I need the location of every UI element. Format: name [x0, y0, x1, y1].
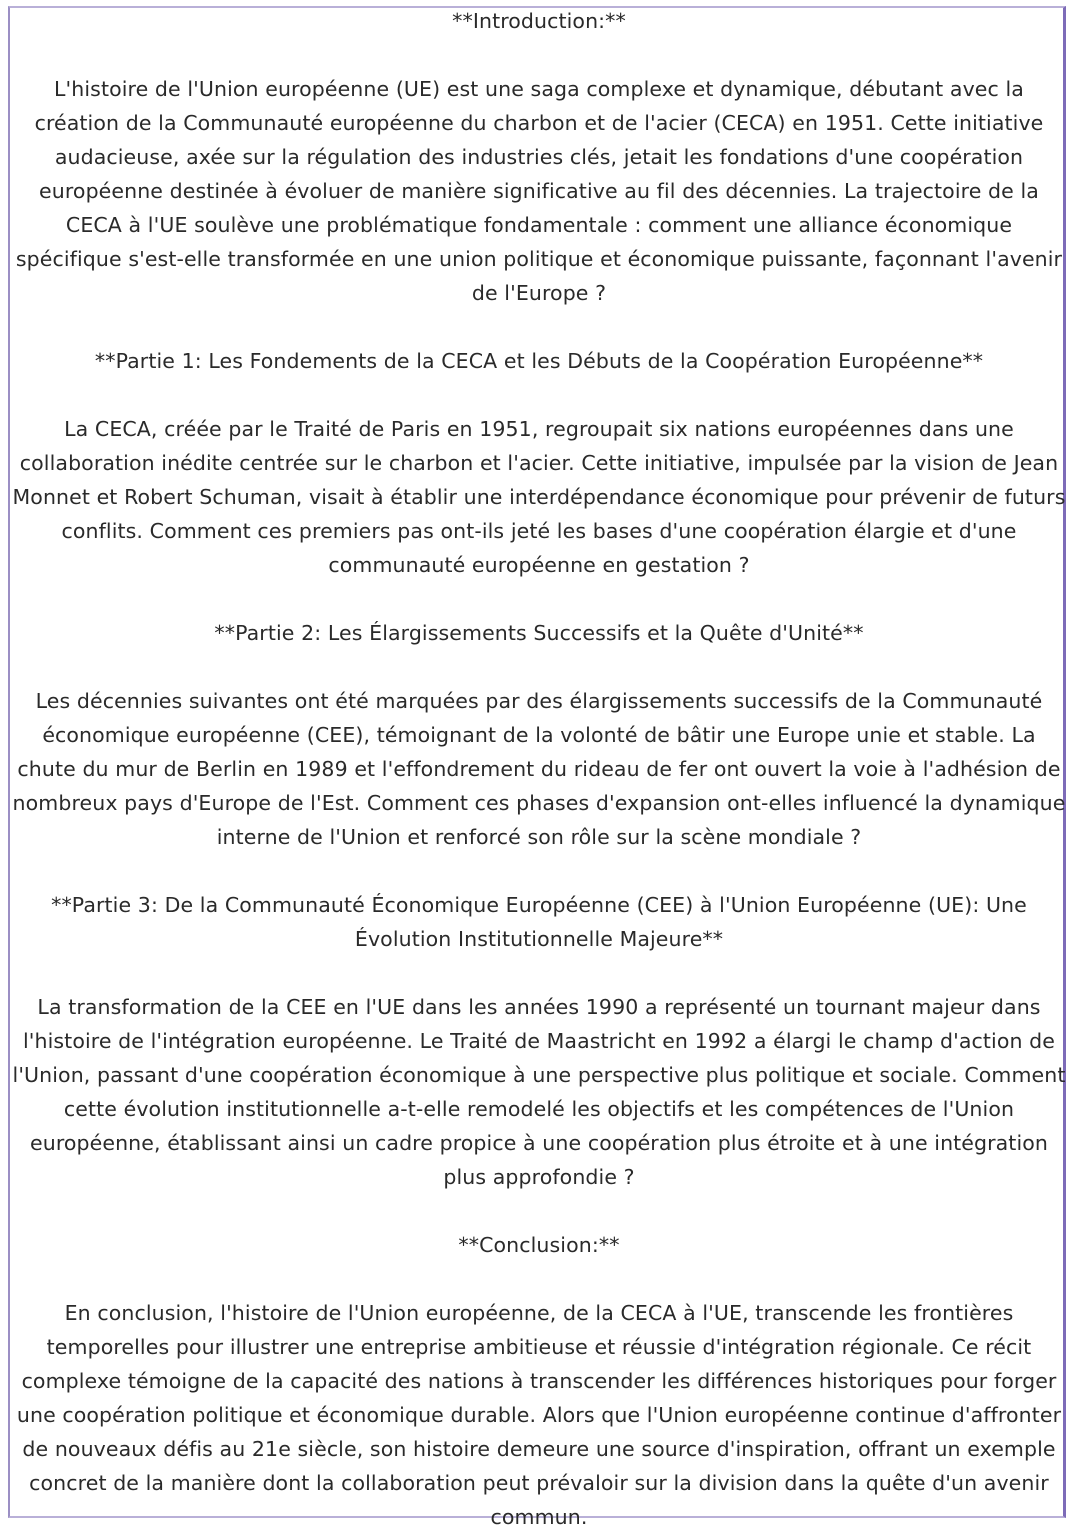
- part2-paragraph: Les décennies suivantes ont été marquées par des élargissements successifs de la Communauté économique européenne (CEE), témoignant de la volonté de bâtir une Europe unie et stable. La chute du mur de Berlin en 1989 et l'effondrement du rideau de fer ont ouvert la voie à l'adhésion de nombreux pays d'Europe de l'Est. Comment ces phases d'expansion ont-elles influencé la dynamique interne de l'Union et renforcé son rôle sur la scène mondiale ?: [12, 689, 1066, 849]
- spacer: [12, 854, 1066, 888]
- document-body: [12, 4, 1066, 1534]
- intro-heading: **Introduction:**: [452, 9, 626, 33]
- part3-paragraph: La transformation de la CEE en l'UE dans les années 1990 a représenté un tournant majeur dans l'histoire de l'intégration européenne. Le Traité de Maastricht en 1992 a élargi le champ d'action de l'Union, passant d'une coopération économique à une perspective plus politique et sociale. Comment cette évolution institutionnelle a-t-elle remodelé les objectifs et les compétences de l'Union européenne, établissant ainsi un cadre propice à une coopération plus étroite et à une intégration plus approfondie ?: [12, 995, 1066, 1189]
- part1-heading: **Partie 1: Les Fondements de la CECA et les Débuts de la Coopération Européenne**: [94, 349, 984, 373]
- part3-heading: **Partie 3: De la Communauté Économique Européenne (CEE) à l'Union Européenne (UE): Une Évolution Institutionnelle Majeure**: [51, 893, 1027, 951]
- part2-heading: **Partie 2: Les Élargissements Successifs et la Quête d'Unité**: [214, 621, 864, 645]
- intro-paragraph: L'histoire de l'Union européenne (UE) est une saga complexe et dynamique, débutant avec la création de la Communauté européenne du charbon et de l'acier (CECA) en 1951. Cette initiative audacieuse, axée sur la régulation des industries clés, jetait les fondations d'une coopération européenne destinée à évoluer de manière significative au fil des décennies. La trajectoire de la CECA à l'UE soulève une problématique fondamentale : comment une alliance économique spécifique s'est-elle transformée en une union politique et économique puissante, façonnant l'avenir de l'Europe ?: [15, 77, 1063, 305]
- spacer: [12, 956, 1066, 990]
- spacer: [12, 378, 1066, 412]
- spacer: [12, 650, 1066, 684]
- conclusion-heading: **Conclusion:**: [458, 1233, 620, 1257]
- part1-paragraph: La CECA, créée par le Traité de Paris en 1951, regroupait six nations européennes dans une collaboration inédite centrée sur le charbon et l'acier. Cette initiative, impulsée par la vision de Jean Monnet et Robert Schuman, visait à établir une interdépendance économique pour prévenir de futurs conflits. Comment ces premiers pas ont-ils jeté les bases d'une coopération élargie et d'une communauté européenne en gestation ?: [12, 417, 1066, 577]
- spacer: [12, 1262, 1066, 1296]
- spacer: [12, 310, 1066, 344]
- spacer: [12, 38, 1066, 72]
- conclusion-paragraph: En conclusion, l'histoire de l'Union européenne, de la CECA à l'UE, transcende les frontières temporelles pour illustrer une entreprise ambitieuse et réussie d'intégration régionale. Ce récit complexe témoigne de la capacité des nations à transcender les différences historiques pour forger une coopération politique et économique durable. Alors que l'Union européenne continue d'affronter de nouveaux défis au 21e siècle, son histoire demeure une source d'inspiration, offrant un exemple concret de la manière dont la collaboration peut prévaloir sur la division dans la quête d'un avenir commun.: [16, 1301, 1062, 1529]
- spacer: [12, 1194, 1066, 1228]
- spacer: [12, 582, 1066, 616]
